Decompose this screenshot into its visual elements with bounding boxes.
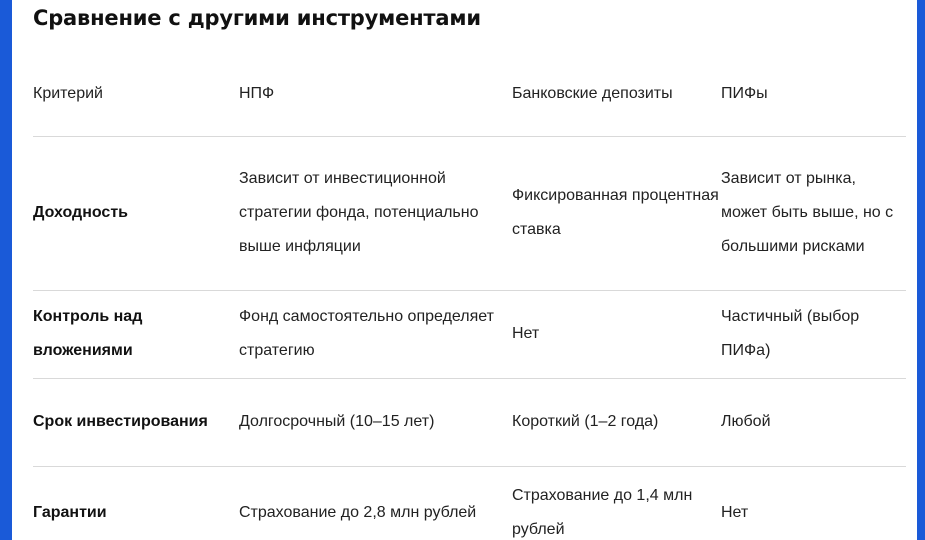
- table-row: [33, 136, 906, 290]
- deposits-cell: Фиксированная процентная ставка: [512, 136, 721, 290]
- table-row: [33, 378, 906, 466]
- npf-cell: Долгосрочный (10–15 лет): [239, 378, 512, 466]
- pif-cell: Нет: [721, 466, 906, 540]
- section-title: Сравнение с другими инструментами: [33, 6, 481, 30]
- table-row: [33, 290, 906, 378]
- header-criterion: Критерий: [33, 84, 103, 102]
- criterion-cell: Контроль над вложениями: [33, 290, 239, 378]
- deposits-cell: Страхование до 1,4 млн рублей: [512, 466, 721, 540]
- right-accent-border: [917, 0, 925, 540]
- pif-cell: Любой: [721, 378, 906, 466]
- deposits-cell: Нет: [512, 290, 721, 378]
- pif-cell: Зависит от рынка, может быть выше, но с большими рисками: [721, 136, 906, 290]
- deposits-cell: Короткий (1–2 года): [512, 378, 721, 466]
- criterion-cell: Доходность: [33, 136, 239, 290]
- table-row: [33, 466, 906, 540]
- criterion-cell: Гарантии: [33, 466, 239, 540]
- table-header-row: [33, 52, 906, 136]
- comparison-table: [33, 52, 906, 540]
- criterion-cell: Срок инвестирования: [33, 378, 239, 466]
- left-accent-border: [0, 0, 12, 540]
- header-pif: ПИФы: [721, 84, 768, 102]
- npf-cell: Зависит от инвестиционной стратегии фонда, потенциально выше инфляции: [239, 136, 512, 290]
- header-npf: НПФ: [239, 84, 275, 102]
- npf-cell: Страхование до 2,8 млн рублей: [239, 466, 512, 540]
- header-deposits: Банковские депозиты: [512, 84, 673, 102]
- npf-cell: Фонд самостоятельно определяет стратегию: [239, 290, 512, 378]
- pif-cell: Частичный (выбор ПИФа): [721, 290, 906, 378]
